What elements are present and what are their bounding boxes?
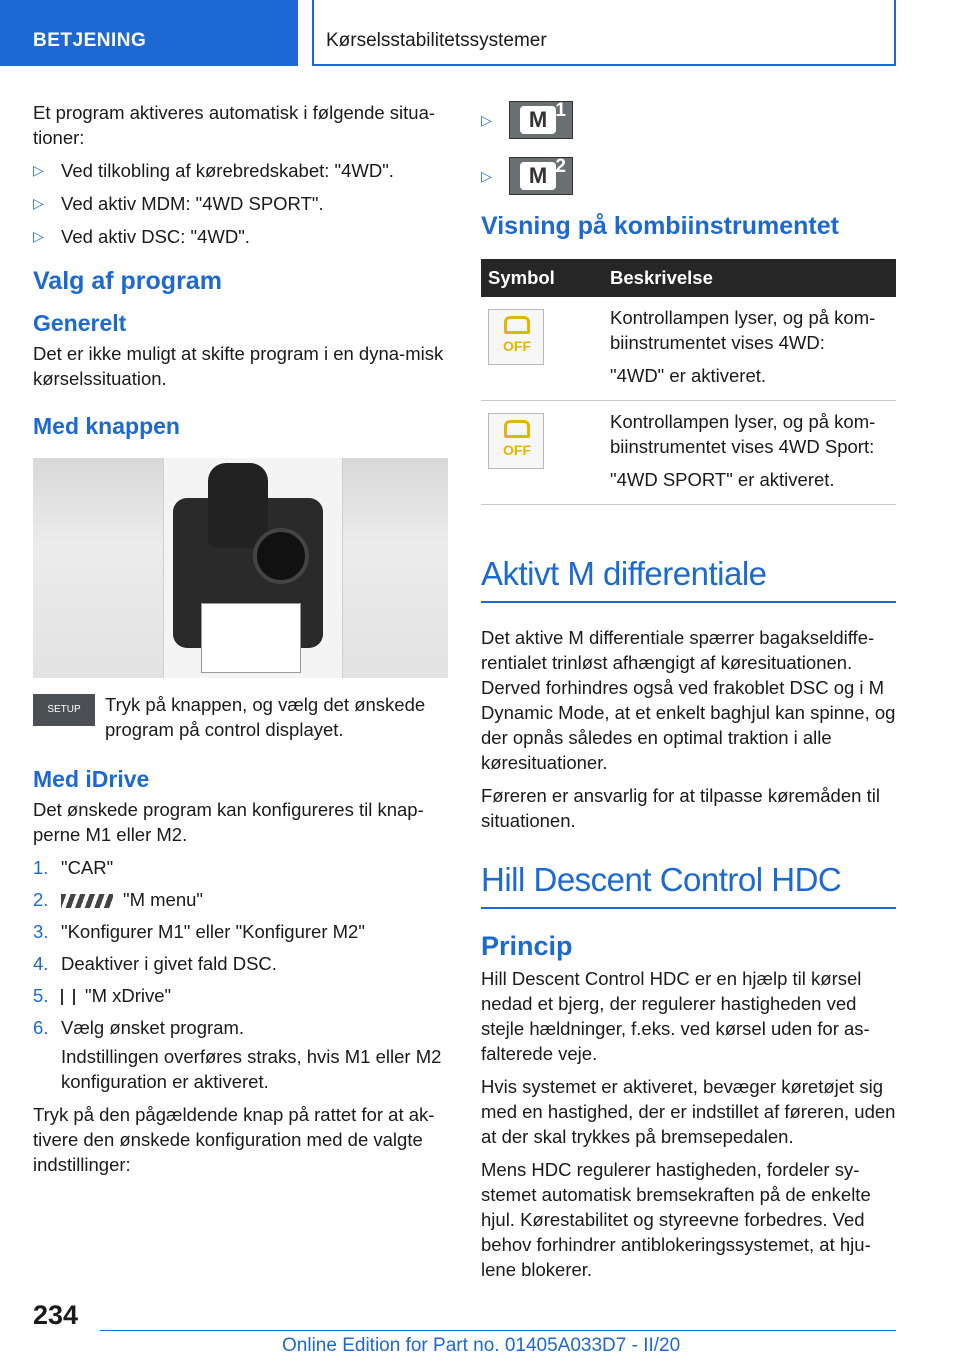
- step-item: 1. "CAR": [33, 857, 114, 878]
- aktivt-text-2: Føreren er ansvarlig for at tilpasse køremåden til situationen.: [481, 785, 880, 831]
- heading-aktivt: Aktivt M differentiale: [481, 555, 896, 603]
- heading-generelt: Generelt: [33, 310, 127, 336]
- dsc-off-lamp-icon: OFF: [488, 309, 544, 365]
- page-number: 234: [33, 1300, 79, 1330]
- table-row: OFF Kontrollampen lyser, og på kom-biinstrumentet vises 4WD Sport: "4WD SPORT" er aktiveret.: [481, 401, 896, 505]
- heading-valg: Valg af program: [33, 267, 222, 295]
- step-item: 2. "M menu": [33, 889, 203, 910]
- table-row: OFF Kontrollampen lyser, og på kom-biinstrumentet vises 4WD: "4WD" er aktiveret.: [481, 297, 896, 401]
- page-header: [0, 0, 960, 66]
- intro-text: Et program aktiveres automatisk i følgende situa-tioner:: [33, 102, 436, 148]
- col-symbol: Symbol: [481, 259, 603, 297]
- aktivt-text-1: Det aktive M differentiale spærrer bagakseldiffe-rentialet trinløst afhængigt af køresituationen. Derved forhindres også ved frakoblet DSC og i M Dynamic Mode, at et enkelt baghjul kan spinne, og der opnås således en optimal traktion i alle køresituationer.: [481, 627, 896, 773]
- hdc-text-2: Hvis systemet er aktiveret, bevæger køretøjet sig med en hastighed, der er indstillet af føreren, uden at der skal trykkes på bremsepedalen.: [481, 1076, 896, 1147]
- list-item: ▷ Ved aktiv MDM: "4WD SPORT".: [33, 193, 324, 214]
- auto-list: [33, 158, 448, 249]
- edition-link[interactable]: Online Edition for Part no. 01405A033D7 - II/20: [282, 1335, 681, 1356]
- setup-text: Tryk på knappen, og vælg det ønskede program på control displayet.: [105, 694, 426, 740]
- heading-hdc: Hill Descent Control HDC: [481, 861, 896, 909]
- triangle-bullet-icon: ▷: [481, 111, 492, 128]
- console-photo: [33, 458, 448, 678]
- list-item: ▷ Ved tilkobling af kørebredskabet: "4WD".: [33, 160, 394, 181]
- right-column: [481, 100, 896, 1290]
- generelt-text: Det er ikke muligt at skifte program i en dyna-misk kørselssituation.: [33, 343, 444, 389]
- heading-princip: Princip: [481, 931, 573, 961]
- symbol-table: [481, 259, 896, 505]
- drivetrain-icon: [61, 989, 75, 1005]
- steps-list: [33, 855, 448, 1094]
- m-stripes-icon: [61, 894, 113, 908]
- m1-button-icon: M 1: [509, 101, 573, 139]
- heading-idrive: Med iDrive: [33, 766, 150, 792]
- chapter-title: Kørselsstabilitetssystemer: [312, 0, 896, 66]
- m1-row: [481, 100, 896, 140]
- idrive-controller: [253, 528, 309, 584]
- heading-knappen: Med knappen: [33, 413, 180, 439]
- setup-row: [33, 692, 448, 742]
- idrive-text: Det ønskede program kan konfigureres til knap-perne M1 eller M2.: [33, 799, 424, 845]
- step-item: 3. "Konfigurer M1" eller "Konfigurer M2": [33, 921, 365, 942]
- col-description: Beskrivelse: [603, 259, 896, 297]
- triangle-bullet-icon: ▷: [33, 195, 44, 211]
- hdc-text-1: Hill Descent Control HDC er en hjælp til kørsel nedad et bjerg, der regulerer hastigheden ved stejle hældninger, f.eks. ved kørsel uden for as-falterede veje.: [481, 968, 870, 1064]
- heading-visning: Visning på kombiinstrumentet: [481, 212, 839, 240]
- setup-button-icon: SETUP: [33, 694, 95, 726]
- left-column: [33, 100, 448, 1185]
- hdc-text-3: Mens HDC regulerer hastigheden, fordeler sy-stemet automatisk bremsekraften på de enkelte hjul. Kørestabilitet og styreevne forbedres. Ved behov forhindrer antiblokeringssystemet, at hju-lene blokerer.: [481, 1159, 871, 1280]
- table-header: [481, 259, 896, 297]
- section-tab: BETJENING: [0, 0, 298, 66]
- footer-divider: [100, 1330, 896, 1331]
- step-item: 4. Deaktiver i givet fald DSC.: [33, 953, 277, 974]
- closing-text: Tryk på den pågældende knap på rattet for at ak-tivere den ønskede konfiguration med de valgte indstillinger:: [33, 1104, 435, 1175]
- step-item: 6. Vælg ønsket program. Indstillingen overføres straks, hvis M1 eller M2 konfiguration er aktiveret.: [33, 1017, 442, 1092]
- storage-pad: [201, 603, 301, 673]
- gear-selector: [208, 463, 268, 548]
- dsc-off-lamp-icon: OFF: [488, 413, 544, 469]
- triangle-bullet-icon: ▷: [33, 162, 44, 178]
- triangle-bullet-icon: ▷: [33, 228, 44, 244]
- list-item: ▷ Ved aktiv DSC: "4WD".: [33, 226, 250, 247]
- m2-button-icon: M 2: [509, 157, 573, 195]
- triangle-bullet-icon: ▷: [481, 167, 492, 184]
- step-item: 5. "M xDrive": [33, 985, 172, 1006]
- m2-row: [481, 156, 896, 196]
